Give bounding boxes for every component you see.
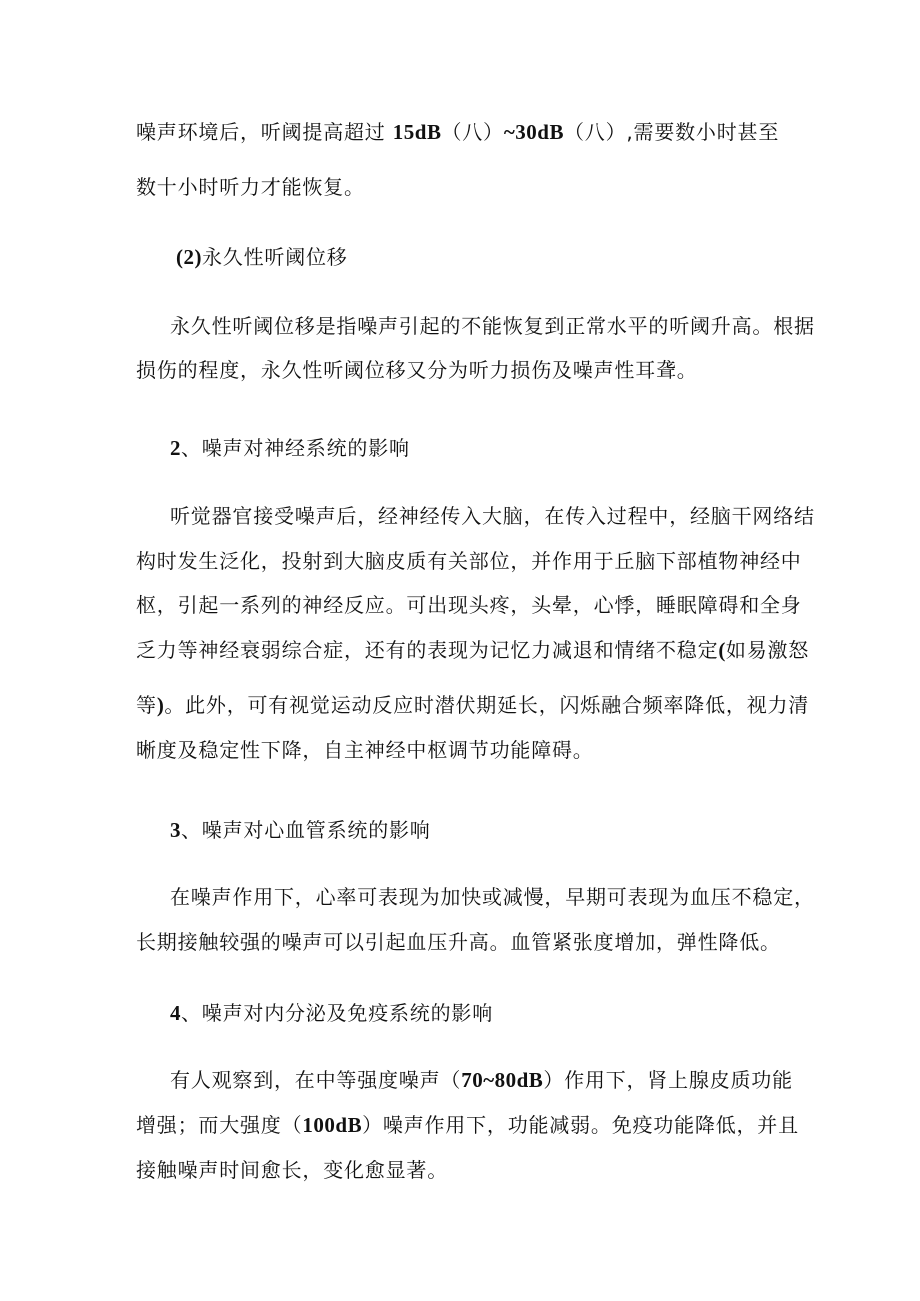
text-line: 永久性听阈位移是指噪声引起的不能恢复到正常水平的听阈升高。根据: [170, 314, 815, 338]
text-line: 增强；而大强度（100dB）噪声作用下，功能减弱。免疫功能降低，并且: [136, 1113, 799, 1137]
text-line: 晰度及稳定性下降，自主神经中枢调节功能障碍。: [136, 738, 594, 762]
heading-text: 4、噪声对内分泌及免疫系统的影响: [170, 1001, 493, 1025]
text-line: 损伤的程度，永久性听阈位移又分为听力损伤及噪声性耳聋。: [136, 358, 698, 382]
text-line: 等)。此外，可有视觉运动反应时潜伏期延长，闪烁融合频率降低，视力清: [136, 693, 810, 717]
text-line: 长期接触较强的噪声可以引起血压升高。血管紧张度增加，弹性降低。: [136, 930, 781, 954]
text-line: 接触噪声时间愈长，变化愈显著。: [136, 1158, 448, 1182]
text-line: 在噪声作用下，心率可表现为加快或减慢，早期可表现为血压不稳定，: [170, 885, 815, 909]
text-line: 枢，引起一系列的神经反应。可出现头疼，头晕，心悸，睡眠障碍和全身: [136, 593, 802, 617]
text-line: 有人观察到，在中等强度噪声（70~80dB）作用下，肾上腺皮质功能: [170, 1068, 793, 1092]
text-line: 数十小时听力才能恢复。: [136, 175, 365, 199]
text-line: 乏力等神经衰弱综合症，还有的表现为记忆力减退和情绪不稳定(如易激怒: [136, 638, 810, 662]
text-line: 构时发生泛化，投射到大脑皮质有关部位，并作用于丘脑下部植物神经中: [136, 549, 802, 573]
heading-text: 2、噪声对神经系统的影响: [170, 436, 410, 460]
heading-text: 3、噪声对心血管系统的影响: [170, 818, 431, 842]
text-line: 噪声环境后，听阈提高超过 15dB（八）~30dB（八）,需要数小时甚至: [136, 120, 780, 144]
heading-text: (2)永久性听阈位移: [176, 245, 348, 269]
text-line: 听觉器官接受噪声后，经神经传入大脑，在传入过程中，经脑干网络结: [170, 504, 815, 528]
